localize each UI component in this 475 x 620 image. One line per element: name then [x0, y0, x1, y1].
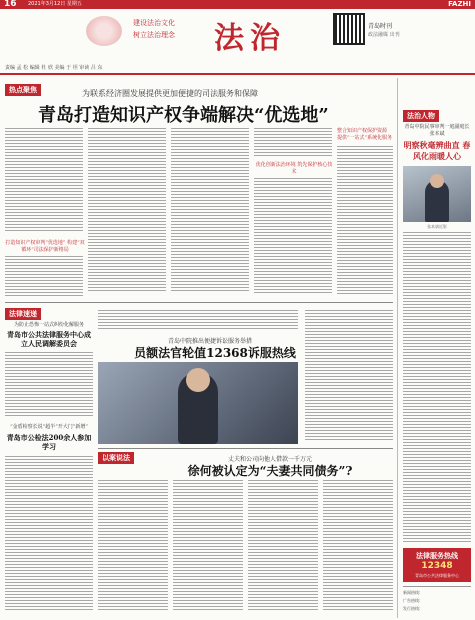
masthead-rule — [0, 73, 475, 75]
main-article-body-col2 — [88, 128, 166, 298]
right-body — [403, 232, 471, 544]
footer-info — [403, 586, 471, 616]
brand-right: FAZHI — [448, 0, 471, 8]
main-article-body-col5 — [337, 146, 393, 298]
main-article-body-col1b — [5, 256, 83, 298]
hotline-sub: 青岛市公共法律服务中心 — [415, 573, 459, 578]
feature-title-1: 青岛中院推出便捷诉讼服务举措 — [167, 338, 252, 345]
main-subtitle: 为联系经济圈发展提供更加便捷的司法服务和保障 — [82, 89, 258, 98]
law-briefs-tag: 法律速递 — [5, 308, 41, 320]
footer-label-distribution: 发行热线: — [403, 606, 421, 611]
case-tag: 以案说法 — [98, 452, 134, 464]
hotline-title: 法律服务热线 — [416, 552, 458, 560]
case-subtitle: 丈夫和公司向他人借款一千万元 — [227, 456, 312, 463]
hotline-box — [403, 548, 471, 582]
right-title: 明察秋毫辨曲直 春风化雨暖人心 — [403, 140, 471, 161]
kicker-tag: 热点聚焦 — [5, 84, 41, 96]
qr-caption: 青岛时刊 — [368, 23, 393, 30]
footer-label-ads: 广告热线: — [403, 598, 421, 603]
feature-title-2: 员额法官轮值12368诉服热线 — [134, 346, 296, 360]
case-body-col3 — [248, 480, 318, 615]
brief-1-body — [5, 352, 93, 418]
right-photo-caption: 张本斌近影 — [427, 224, 447, 229]
feature-photo — [98, 362, 298, 444]
editor-line: 责编 孟 松 编辑 杜 欣 美编 于 坦 审读 吕 东 — [5, 65, 103, 71]
headset-icon — [186, 368, 210, 392]
feature-body-top — [98, 310, 298, 332]
side-heading-2: 优化创新法治环境 筑先保护核心技术 — [255, 162, 333, 175]
right-tag: 法治人物 — [403, 110, 439, 122]
slogan-1: 建设法治文化 — [133, 19, 175, 27]
footer-label-news: 新闻热线: — [403, 590, 421, 595]
brief-2-small-title: “金盾检察长说”超半“开大门”新增” — [10, 424, 88, 430]
slogan-2: 树立法治理念 — [133, 31, 175, 39]
section-divider — [5, 302, 393, 303]
qr-code-icon — [333, 13, 365, 45]
right-small-title: 青岛中院民事审判一庭副庭长张本斌 — [404, 124, 470, 137]
brief-1-small-title: 为防止恐怖一站式纠纷化解服务 — [13, 322, 84, 328]
emblem-icon — [86, 16, 122, 46]
masthead — [0, 0, 475, 78]
right-portrait-photo — [403, 166, 471, 222]
brief-2-title: 青岛市公检法200余人参加学习 — [6, 433, 92, 451]
page-number: 16 — [4, 0, 17, 9]
main-article-body-col3 — [171, 128, 249, 298]
case-headline: 徐何被认定为“夫妻共同债务”? — [187, 464, 353, 478]
brief-2-body — [5, 456, 93, 614]
main-article-body-col1 — [5, 128, 83, 238]
qr-sub: 政法融媒 出刊 — [368, 32, 400, 38]
hotline-number: 12348 — [421, 561, 453, 571]
case-body-col1 — [98, 480, 168, 615]
main-headline: 青岛打造知识产权争端解决“优选地” — [38, 105, 329, 126]
case-divider — [98, 448, 393, 449]
issue-date: 2021年3月12日 星期五 — [28, 1, 82, 7]
case-body-col2 — [173, 480, 243, 615]
section-title: 法治 — [214, 21, 286, 56]
portrait-face-icon — [430, 174, 444, 188]
side-heading-3: 整合知识产权保护资源 提供“一站式”系统化服务 — [337, 128, 393, 141]
right-column-rule — [397, 78, 398, 618]
case-body-col4 — [323, 480, 393, 615]
side-heading-1: 打造知识产权审判“优选地” 构建“双循环”司法保护新格局 — [5, 240, 85, 253]
main-article-body-col4a — [254, 128, 332, 160]
brief-1-title: 青岛市公共法律服务中心成立人民调解委员会 — [7, 330, 91, 348]
main-article-body-col4b — [254, 178, 332, 298]
feature-body-right — [305, 310, 393, 445]
